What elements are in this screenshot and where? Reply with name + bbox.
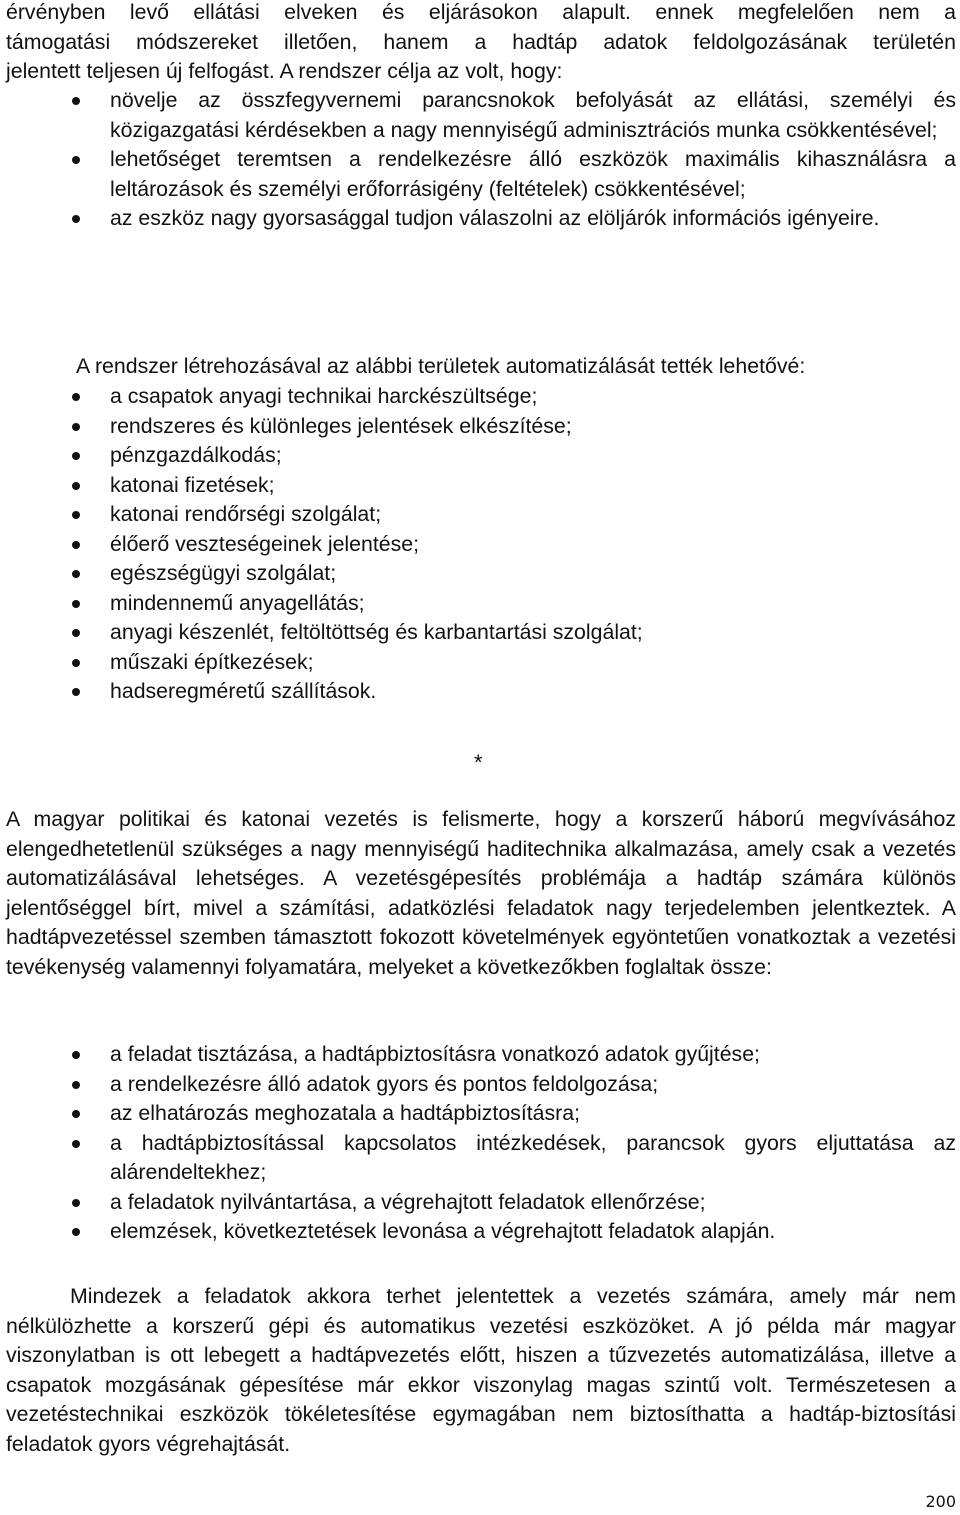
closing-text: Mindezek a feladatok akkora terhet jelentettek a vezetés számára, amely már nem nélkülözhette a korszerű gépi és automatikus vezetési eszközöket. A jó példa már magyar viszonylatban is ott lebegett a hadtápvezetés előtt, hiszen a tűzvezetés automatizálása, illetve a csapatok mozgásának gépesítése már ekkor viszonylag magas szintű volt. Természetesen a vezetéstechnikai eszközök tökéletesítése egymagában nem biztosíthatta a hadtáp-biztosítási feladatok gyors végrehajtását. <box>6 1284 956 1456</box>
list-item <box>0 500 956 530</box>
bullet-icon <box>72 1140 80 1148</box>
list-item-text: hadseregméretű szállítások. <box>110 679 377 703</box>
bullet-icon <box>72 97 80 105</box>
list-item <box>0 677 956 707</box>
bullet-icon <box>72 423 80 431</box>
bullet-icon <box>72 600 80 608</box>
bullet-icon <box>72 541 80 549</box>
section-separator: * <box>474 750 483 775</box>
list-item <box>0 1040 956 1070</box>
closing-paragraph <box>6 1282 956 1459</box>
intro-line: érvényben levő ellátási elveken és eljárásokon alapult. ennek megfelelően nem a <box>6 0 956 24</box>
list-item <box>0 1099 956 1129</box>
goals-list <box>0 86 956 234</box>
bullet-icon <box>72 1081 80 1089</box>
list-item <box>0 618 956 648</box>
bullet-icon <box>72 659 80 667</box>
list-item-text: a feladatok nyilvántartása, a végrehajtott feladatok ellenőrzése; <box>110 1189 706 1214</box>
list-item <box>0 86 956 145</box>
list-item-text: a rendelkezésre álló adatok gyors és pontos feldolgozása; <box>110 1071 659 1096</box>
list-item-text: mindennemű anyagellátás; <box>110 590 365 615</box>
list-item <box>0 441 956 471</box>
intro-line: jelentett teljesen új felfogást. A rendszer célja az volt, hogy: <box>6 59 563 83</box>
bullet-icon <box>72 156 80 164</box>
list-item-text: élőerő veszteségeinek jelentése; <box>110 531 420 556</box>
list-item <box>0 559 956 589</box>
bullet-icon <box>72 1228 80 1236</box>
bullet-icon <box>72 482 80 490</box>
list-item <box>0 1188 956 1218</box>
list-item-text: az elhatározás meghozatala a hadtápbiztosításra; <box>110 1101 581 1125</box>
bullet-icon <box>72 1110 80 1118</box>
bullet-icon <box>72 570 80 578</box>
bullet-icon <box>72 452 80 460</box>
list-item-text: lehetőséget teremtsen a rendelkezésre álló eszközök maximális kihasználásra a leltározások és személyi erőforrásigény (feltételek) csökkentésével; <box>110 147 956 201</box>
list-item <box>0 648 956 678</box>
list-item-text: növelje az összfegyvernemi parancsnokok befolyását az ellátási, személyi és közigazgatási kérdésekben a nagy mennyiségű adminisztrációs munka csökkentésével; <box>110 88 956 142</box>
list-item-text: a feladat tisztázása, a hadtápbiztosításra vonatkozó adatok gyűjtése; <box>110 1042 760 1066</box>
list-item <box>0 530 956 560</box>
bullet-icon <box>72 629 80 637</box>
bullet-icon <box>72 511 80 519</box>
list-item-text: rendszeres és különleges jelentések elkészítése; <box>110 413 572 438</box>
list-item <box>0 589 956 619</box>
intro-line: támogatási módszereket illetően, hanem a hadtáp adatok feldolgozásának területén <box>6 29 956 54</box>
list-item <box>0 1217 956 1247</box>
list-item <box>0 382 956 412</box>
list-item-text: az eszköz nagy gyorsasággal tudjon válaszolni az elöljárók információs igényeire. <box>110 206 880 230</box>
list-item-text: egészségügyi szolgálat; <box>110 561 337 585</box>
section2-text: A magyar politikai és katonai vezetés is felismerte, hogy a korszerű háború megvívásához elengedhetetlenül szükséges a nagy mennyiségű haditechnika alkalmazása, amely csak a vezetés automatizálásával lehetséges. A vezetésgépesítés problémája a hadtáp számára különös jelentőséggel bírt, mivel a számítási, adatközlési feladatok nagy terjedelemben jelentkeztek. A hadtápvezetéssel szemben támasztott fokozott követelmények egyöntetűen vonatkoztak a vezetési tevékenység valamennyi folyamatára, melyeket a következőkben foglaltak össze: <box>6 807 956 979</box>
list-item-text: pénzgazdálkodás; <box>110 443 282 467</box>
list-item-text: katonai fizetések; <box>110 472 275 497</box>
list-item <box>0 412 956 442</box>
list-item-text: műszaki építkezések; <box>110 649 314 674</box>
list-item-text: katonai rendőrségi szolgálat; <box>110 502 382 526</box>
list-item <box>0 471 956 501</box>
list-item <box>0 1129 956 1188</box>
section2-paragraph <box>6 805 956 982</box>
list-item-text: anyagi készenlét, feltöltöttség és karbantartási szolgálat; <box>110 620 643 644</box>
list-item <box>0 204 956 234</box>
list-item <box>0 145 956 204</box>
bullet-icon <box>72 1051 80 1059</box>
areas-intro-text: A rendszer létrehozásával az alábbi területek automatizálását tették lehetővé: <box>76 354 806 378</box>
bullet-icon <box>72 1199 80 1207</box>
list-item-text: elemzések, következtetések levonása a végrehajtott feladatok alapján. <box>110 1219 776 1243</box>
areas-list <box>0 382 956 707</box>
list-item-text: a csapatok anyagi technikai harckészültsége; <box>110 384 538 408</box>
page-number: 200 <box>925 1492 956 1511</box>
bullet-icon <box>72 688 80 696</box>
bullet-icon <box>72 215 80 223</box>
list-item <box>0 1070 956 1100</box>
intro-paragraph <box>6 0 956 87</box>
tasks-list <box>0 1040 956 1247</box>
bullet-icon <box>72 393 80 401</box>
areas-intro <box>76 352 956 382</box>
list-item-text: a hadtápbiztosítással kapcsolatos intézkedések, parancsok gyors eljuttatása az alárendeltekhez; <box>110 1130 956 1184</box>
